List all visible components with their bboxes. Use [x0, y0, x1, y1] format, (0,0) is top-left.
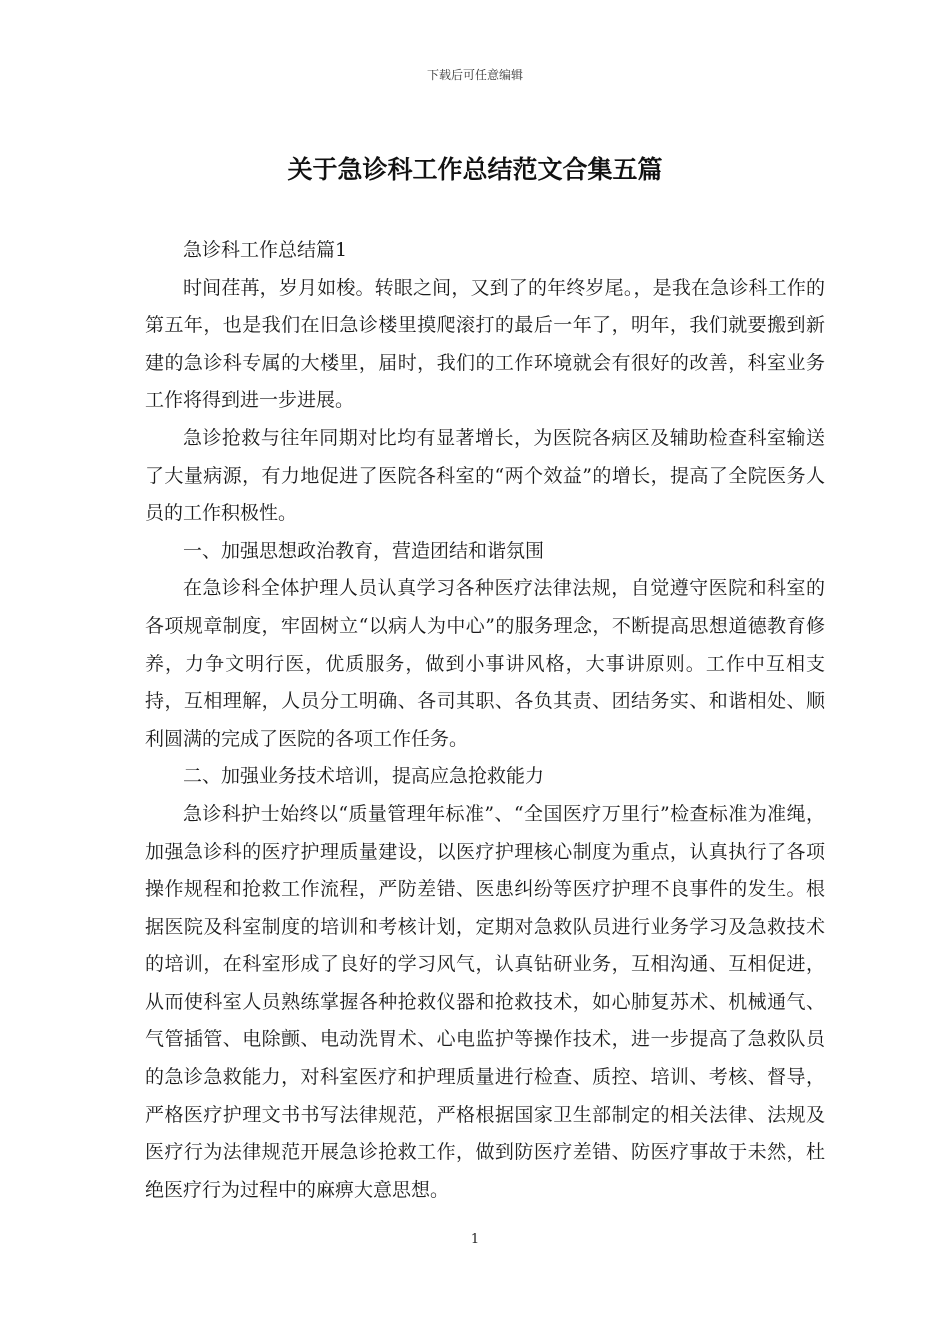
paragraph-political: 在急诊科全体护理人员认真学习各种医疗法律法规，自觉遵守医院和科室的各项规章制度，牢固树立“以病人为中心”的服务理念，不断提高思想道德教育修养，力争文明行医，优质服务，做到小事讲风格，大事讲原则。工作中互相支持，互相理解，人员分工明确、各司其职、各负其责、团结务实、和谐相处、顺利圆满的完成了医院的各项工作任务。	[145, 577, 825, 750]
header-note: 下载后可任意编辑	[426, 68, 523, 82]
paragraph-training: 急诊科护士始终以“质量管理年标准”、“全国医疗万里行”检查标准为准绳，加强急诊科的医疗护理质量建设，以医疗护理核心制度为重点，认真执行了各项操作规程和抢救工作流程，严防差错、医患纠纷等医疗护理不良事件的发生。根据医院及科室制度的培训和考核计划，定期对急救队员进行业务学习及急救技术的培训，在科室形成了良好的学习风气，认真钻研业务，互相沟通、互相促进，从而使科室人员熟练掌握各种抢救仪器和抢救技术，如心肺复苏术、机械通气、气管插管、电除颤、电动洗胃术、心电监护等操作技术，进一步提高了急救队员的急诊急救能力，对科室医疗和护理质量进行检查、质控、培训、考核、督导，严格医疗护理文书书写法律规范，严格根据国家卫生部制定的相关法律、法规及医疗行为法律规范开展急诊抢救工作，做到防医疗差错、防医疗事故于未然，杜绝医疗行为过程中的麻痹大意思想。	[145, 802, 825, 1201]
document-body	[145, 232, 825, 1209]
page-number: 1	[470, 1232, 480, 1247]
subheading-1: 一、加强思想政治教育，营造团结和谐氛围	[183, 539, 545, 562]
document-title: 关于急诊科工作总结范文合集五篇	[287, 155, 663, 184]
paragraph-growth: 急诊抢救与往年同期对比均有显著增长，为医院各病区及辅助检查科室输送了大量病源，有力地促进了医院各科室的“两个效益”的增长，提高了全院医务人员的工作积极性。	[145, 426, 825, 525]
section-heading-1: 急诊科工作总结篇1	[183, 239, 348, 261]
paragraph-intro: 时间荏苒，岁月如梭。转眼之间，又到了的年终岁尾。，是我在急诊科工作的第五年，也是我们在旧急诊楼里摸爬滚打的最后一年了，明年，我们就要搬到新建的急诊科专属的大楼里，届时，我们的工作环境就会有很好的改善，科室业务工作将得到进一步进展。	[145, 276, 825, 412]
subheading-2: 二、加强业务技术培训，提高应急抢救能力	[183, 765, 545, 788]
